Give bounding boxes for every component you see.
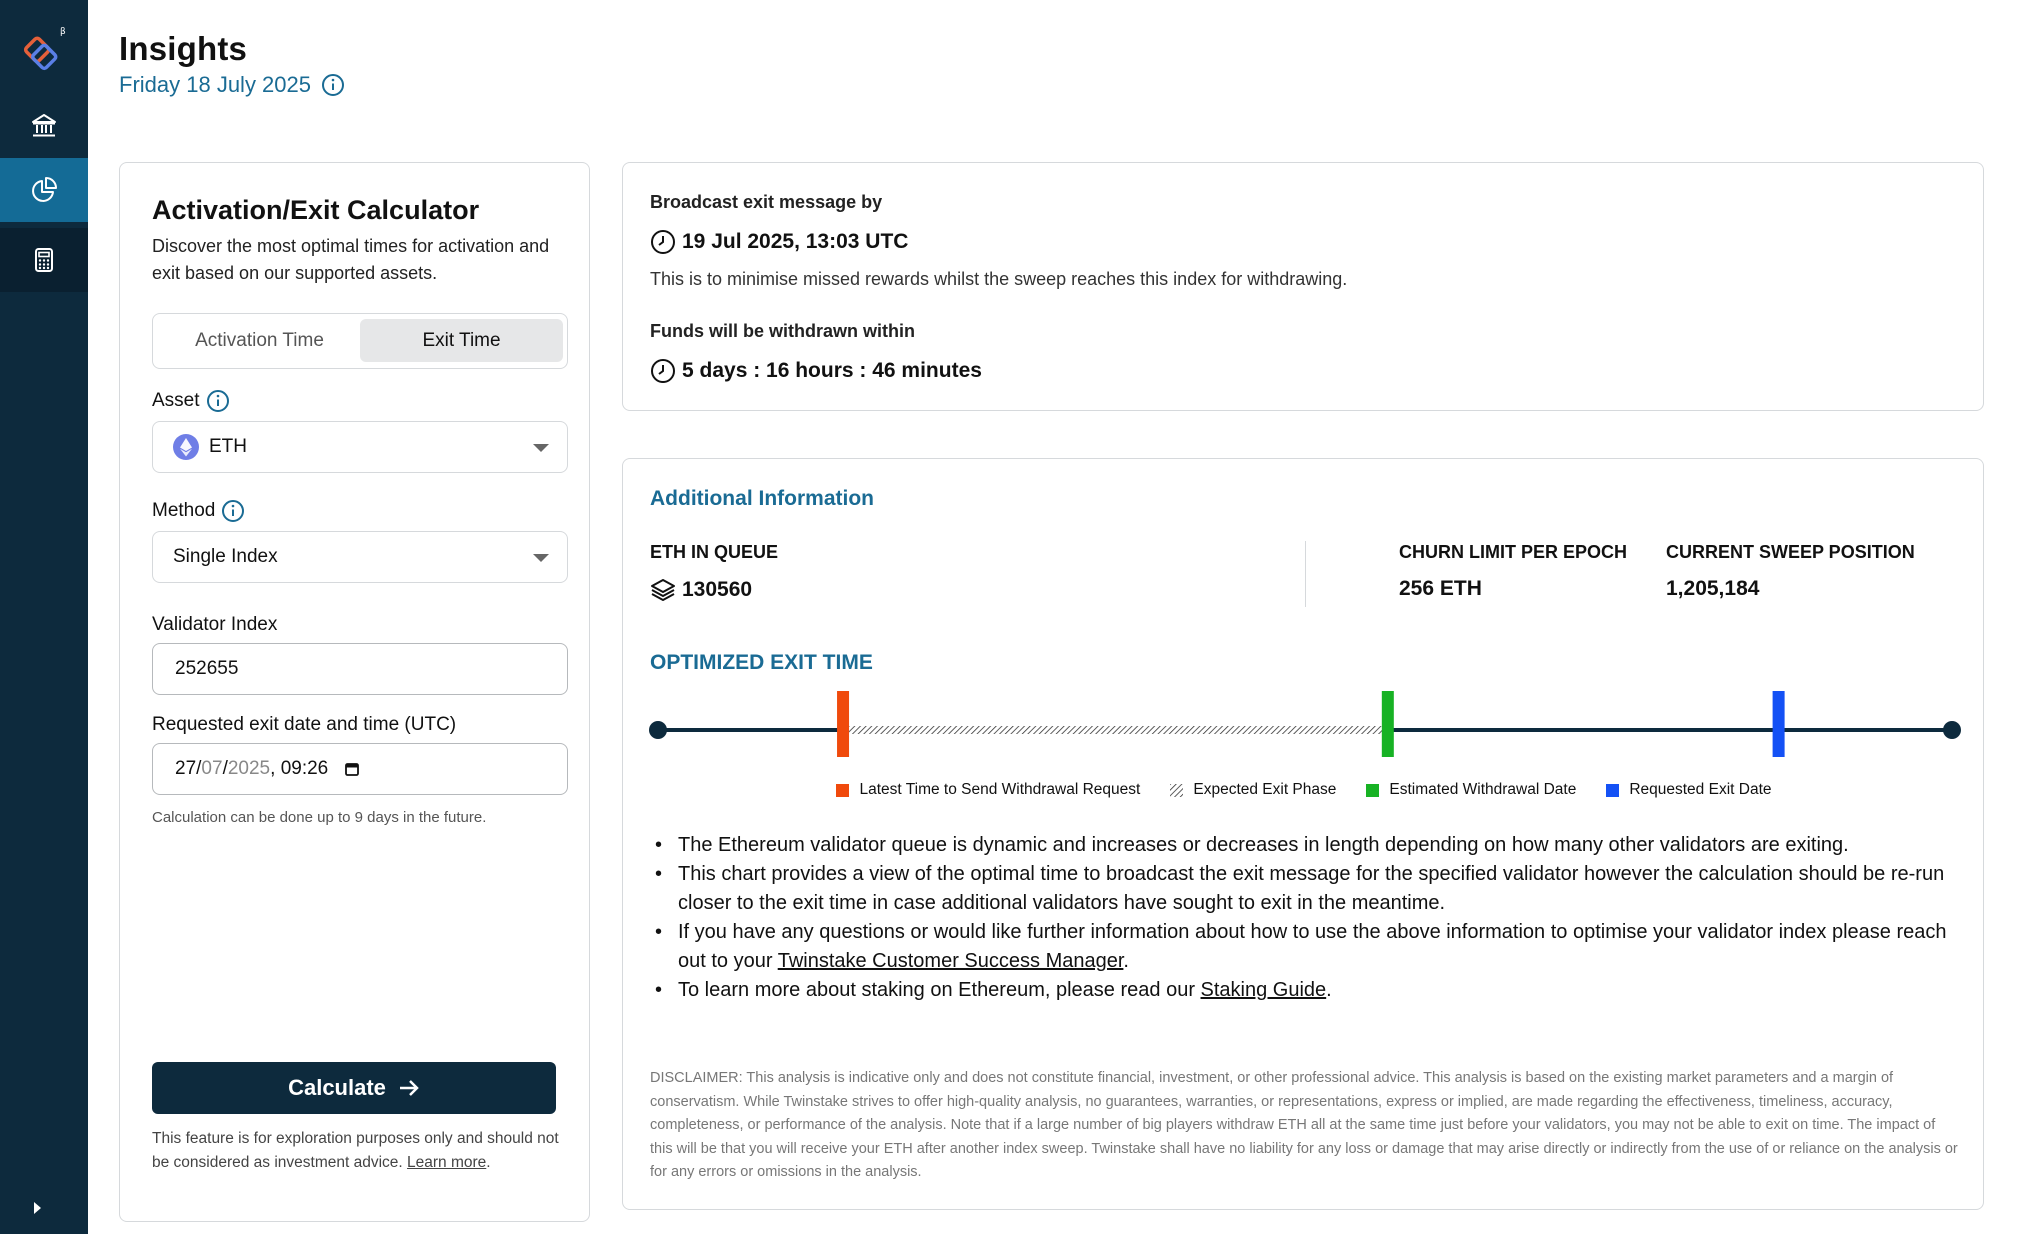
- legend-swatch: [1366, 784, 1379, 797]
- funds-value: [650, 358, 982, 384]
- additional-info-title: Additional Information: [650, 487, 874, 510]
- learn-more-link[interactable]: Learn more: [407, 1154, 487, 1171]
- eth-queue-label: ETH IN QUEUE: [650, 542, 779, 562]
- exit-timeline: [648, 689, 1963, 759]
- asset-label-text: Asset: [152, 390, 200, 411]
- broadcast-datetime: 19 Jul 2025, 13:03 UTC: [682, 230, 909, 253]
- broadcast-label: Broadcast exit message by: [650, 192, 883, 212]
- bullet-text: .: [1326, 979, 1332, 1001]
- calculator-description: Discover the most optimal times for activation and exit based on our supported assets.: [152, 236, 550, 283]
- bullet-text: .: [1123, 950, 1129, 972]
- timeline-marker-3: [1773, 691, 1785, 757]
- calendar-icon[interactable]: [344, 761, 360, 777]
- legend-label: Estimated Withdrawal Date: [1389, 781, 1577, 798]
- method-info-icon[interactable]: [221, 499, 245, 523]
- validator-index-value: 252655: [175, 658, 239, 679]
- asset-label: [152, 389, 230, 413]
- bullet-text: If you have any questions or would like further information about how to use the above information to optimise your validator index please reach out to your: [678, 921, 1947, 972]
- eth-queue-number: 130560: [682, 578, 753, 601]
- validator-index-label: Validator Index: [152, 614, 278, 635]
- calculator-icon: [29, 245, 59, 275]
- list-item: • The Ethereum validator queue is dynamic and increases or decreases in length depending on how many other validators are exiting.: [653, 831, 1953, 860]
- chevron-down-icon: [533, 554, 549, 562]
- broadcast-value: [650, 229, 908, 255]
- tab-activation-time[interactable]: Activation Time: [195, 329, 324, 351]
- calculate-button[interactable]: [152, 1062, 556, 1114]
- timeline-marker-2: [1382, 691, 1394, 757]
- asset-value: ETH: [209, 436, 247, 457]
- beta-mark: β: [60, 27, 66, 37]
- expand-sidebar-icon[interactable]: [30, 1200, 44, 1216]
- eth-queue-value: [650, 577, 752, 603]
- timeline-start-dot: [649, 721, 667, 739]
- page-date: [119, 72, 345, 98]
- pie-chart-icon: [29, 175, 59, 205]
- list-item: [653, 918, 1953, 976]
- legend-label: Expected Exit Phase: [1193, 781, 1337, 798]
- exit-month: 07: [201, 758, 223, 779]
- stats-divider: [1305, 541, 1306, 607]
- twinstake-logo[interactable]: [14, 24, 70, 80]
- broadcast-note: This is to minimise missed rewards whilst the sweep reaches this index for withdrawing.: [650, 269, 1348, 289]
- analysis-disclaimer: DISCLAIMER: This analysis is indicative only and does not constitute financial, investment, or other professional advice. This analysis is based on the existing market parameters and a margin of conservatism. While Twinstake strives to offer high-quality analysis, no guarantees, warranties, or representations, express or implied, are made regarding the effectiveness, timeliness, accuracy, completeness, or performance of the analysis. Note that if a large number of big players withdraw ETH all at the same time just before your validators, you may not be able to exit on time. The impact of this will be that you will receive your ETH after another index sweep. Twinstake shall have no liability for any loss or damage that may arise directly or indirectly from the use of or reliance on the analysis or for any errors or omissions in the analysis.: [650, 1070, 1958, 1180]
- funds-label: Funds will be withdrawn within: [650, 321, 915, 341]
- bank-icon: [29, 111, 59, 141]
- layers-icon: [650, 577, 676, 603]
- bullet-text: To learn more about staking on Ethereum, please read our: [678, 979, 1201, 1001]
- exploration-disclaimer: This feature is for exploration purposes only and should not be considered as investment advice. Learn more.: [152, 1130, 559, 1171]
- validator-index-input[interactable]: [152, 643, 568, 695]
- ethereum-icon: [173, 434, 199, 460]
- sidebar: [0, 0, 88, 1234]
- clock-icon: [650, 229, 676, 255]
- churn-limit-value: 256 ETH: [1399, 577, 1482, 600]
- legend-item-estimated-withdrawal: [1366, 781, 1576, 799]
- exit-time: 09:26: [280, 758, 329, 779]
- clock-icon: [650, 358, 676, 384]
- method-select[interactable]: [152, 531, 568, 583]
- legend-swatch: [1606, 784, 1619, 797]
- method-label: [152, 499, 245, 523]
- expected-exit-phase: [843, 726, 1388, 734]
- calculator-card: [119, 162, 590, 1222]
- churn-limit-label: CHURN LIMIT PER EPOCH: [1399, 542, 1628, 562]
- exit-day: 27: [175, 758, 197, 779]
- sweep-position-label: CURRENT SWEEP POSITION: [1666, 542, 1915, 562]
- arrow-right-icon: [398, 1078, 420, 1098]
- nav-insights[interactable]: [0, 158, 88, 222]
- nav-calculator[interactable]: [0, 228, 88, 292]
- calculator-title: Activation/Exit Calculator: [152, 195, 480, 225]
- calculation-hint: Calculation can be done up to 9 days in the future.: [152, 809, 487, 826]
- legend-swatch-hatched: [1170, 784, 1183, 797]
- broadcast-card: [622, 162, 1984, 411]
- asset-info-icon[interactable]: [206, 389, 230, 413]
- exit-datetime-input[interactable]: 27 / 07 / 2025 , 09:26: [152, 743, 568, 795]
- additional-info-card: [622, 458, 1984, 1210]
- info-icon[interactable]: [321, 73, 345, 97]
- asset-select[interactable]: [152, 421, 568, 473]
- exit-datetime-label: Requested exit date and time (UTC): [152, 714, 457, 735]
- legend-swatch: [836, 784, 849, 797]
- legend-label: Requested Exit Date: [1629, 781, 1772, 798]
- legend-label: Latest Time to Send Withdrawal Request: [859, 781, 1141, 798]
- exploration-disclaimer-text: This feature is for exploration purposes only and should not be considered as investment advice.: [152, 1130, 559, 1171]
- list-item: [653, 976, 1953, 1005]
- legend-item-expected-exit: [1170, 781, 1336, 799]
- timeline-legend: [623, 781, 1985, 799]
- staking-guide-link[interactable]: Staking Guide: [1200, 979, 1327, 1001]
- method-label-text: Method: [152, 500, 216, 521]
- info-bullets: [653, 831, 1953, 1005]
- timeline-end-dot: [1943, 721, 1961, 739]
- nav-institution[interactable]: [0, 94, 88, 158]
- optimized-exit-title: OPTIMIZED EXIT TIME: [650, 651, 873, 674]
- page-date-text: Friday 18 July 2025: [119, 72, 311, 97]
- legend-item-requested-exit: [1606, 781, 1771, 799]
- funds-duration: 5 days : 16 hours : 46 minutes: [682, 359, 982, 382]
- timeline-marker-1: [837, 691, 849, 757]
- sweep-position-value: 1,205,184: [1666, 577, 1760, 600]
- page-title: Insights: [119, 30, 248, 67]
- calculate-label: Calculate: [288, 1075, 386, 1100]
- list-item: • This chart provides a view of the optimal time to broadcast the exit message for the specified validator however the calculation should be re-run closer to the exit time in case additional validators have sought to exit in the meantime.: [653, 860, 1953, 918]
- legend-item-latest-time: [836, 781, 1140, 799]
- time-mode-toggle: [152, 313, 568, 369]
- exit-year: 2025: [227, 758, 271, 779]
- tab-exit-time[interactable]: Exit Time: [360, 319, 563, 362]
- chevron-down-icon: [533, 444, 549, 452]
- method-value: Single Index: [173, 546, 278, 567]
- customer-success-link[interactable]: Twinstake Customer Success Manager: [777, 950, 1124, 972]
